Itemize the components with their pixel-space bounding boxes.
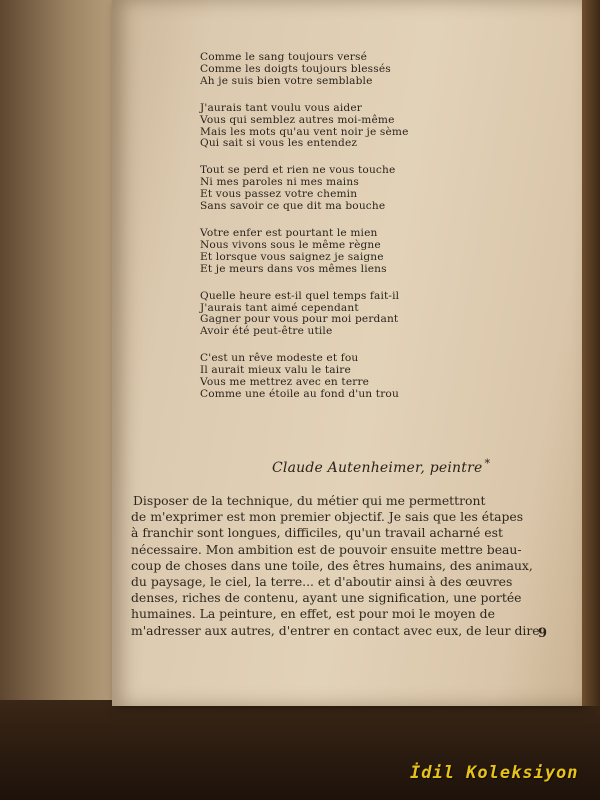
- poem-line: Sans savoir ce que dit ma bouche: [200, 200, 386, 213]
- prose-line: à franchir sont longues, difficiles, qu'un travail acharné est: [131, 525, 503, 541]
- poem-stanza: [200, 52, 460, 88]
- poem-line: Avoir été peut-être utile: [200, 325, 333, 338]
- poem-line: Et lorsque vous saignez je saigne: [200, 250, 384, 263]
- prose-line: coup de choses dans une toile, des êtres humains, des animaux,: [131, 557, 533, 573]
- poem-stanza: [200, 103, 460, 151]
- poem-stanza: [200, 353, 460, 401]
- facing-page-edge: [0, 0, 112, 705]
- section-heading: [272, 457, 572, 476]
- background-table: [0, 700, 600, 800]
- poem-line: Mais les mots qu'au vent noir je sème: [200, 125, 409, 138]
- poem-line: Votre enfer est pourtant le mien: [200, 226, 378, 239]
- poem-line: Ni mes paroles ni mes mains: [200, 176, 359, 189]
- prose-line: nécessaire. Mon ambition est de pouvoir ensuite mettre beau-: [131, 541, 522, 557]
- poem-line: J'aurais tant aimé cependant: [200, 301, 359, 314]
- poem-line: Nous vivons sous le même règne: [200, 238, 381, 251]
- poem-line: Vous me mettrez avec en terre: [200, 376, 370, 389]
- poem-line: Vous qui semblez autres moi-même: [200, 113, 395, 126]
- poem-line: Il aurait mieux valu le taire: [200, 364, 351, 377]
- footnote-mark: *: [484, 457, 491, 470]
- poem-stanza: [200, 228, 460, 276]
- poem-line: Tout se perd et rien ne vous touche: [200, 164, 396, 177]
- poem-line: Comme le sang toujours versé: [200, 51, 367, 63]
- poem-line: Et vous passez votre chemin: [200, 188, 358, 201]
- poem-line: J'aurais tant voulu vous aider: [200, 101, 362, 114]
- poem-line: Comme une étoile au fond d'un trou: [200, 387, 399, 400]
- poem-line: Qui sait si vous les entendez: [200, 137, 358, 150]
- poem-line: Gagner pour vous pour moi perdant: [200, 313, 399, 326]
- poem-line: Comme les doigts toujours blessés: [200, 62, 391, 75]
- prose-line: m'adresser aux autres, d'entrer en contact avec eux, de leur dire: [131, 622, 540, 638]
- poem-stanza: [200, 291, 460, 339]
- prose-line: du paysage, le ciel, la terre... et d'aboutir ainsi à des œuvres: [131, 574, 513, 590]
- prose-line: Disposer de la technique, du métier qui me permettront: [133, 493, 486, 508]
- poem-line: Quelle heure est-il quel temps fait-il: [200, 289, 400, 302]
- prose-paragraph: [131, 493, 540, 639]
- prose-line: denses, riches de contenu, ayant une signification, une portée: [131, 590, 522, 606]
- page-number: 9: [538, 626, 548, 641]
- poem-line: C'est un rêve modeste et fou: [200, 352, 359, 365]
- watermark: İdil Koleksiyon: [410, 763, 579, 783]
- page-shadow-edge: [582, 0, 600, 706]
- poem: [200, 52, 460, 416]
- prose-line: humaines. La peinture, en effet, est pour moi le moyen de: [131, 606, 495, 622]
- poem-line: Ah je suis bien votre semblable: [200, 74, 373, 87]
- heading-text: Claude Autenheimer, peintre: [272, 460, 483, 476]
- prose-line: de m'exprimer est mon premier objectif. Je sais que les étapes: [131, 509, 524, 525]
- poem-line: Et je meurs dans vos mêmes liens: [200, 262, 387, 275]
- poem-stanza: [200, 165, 460, 213]
